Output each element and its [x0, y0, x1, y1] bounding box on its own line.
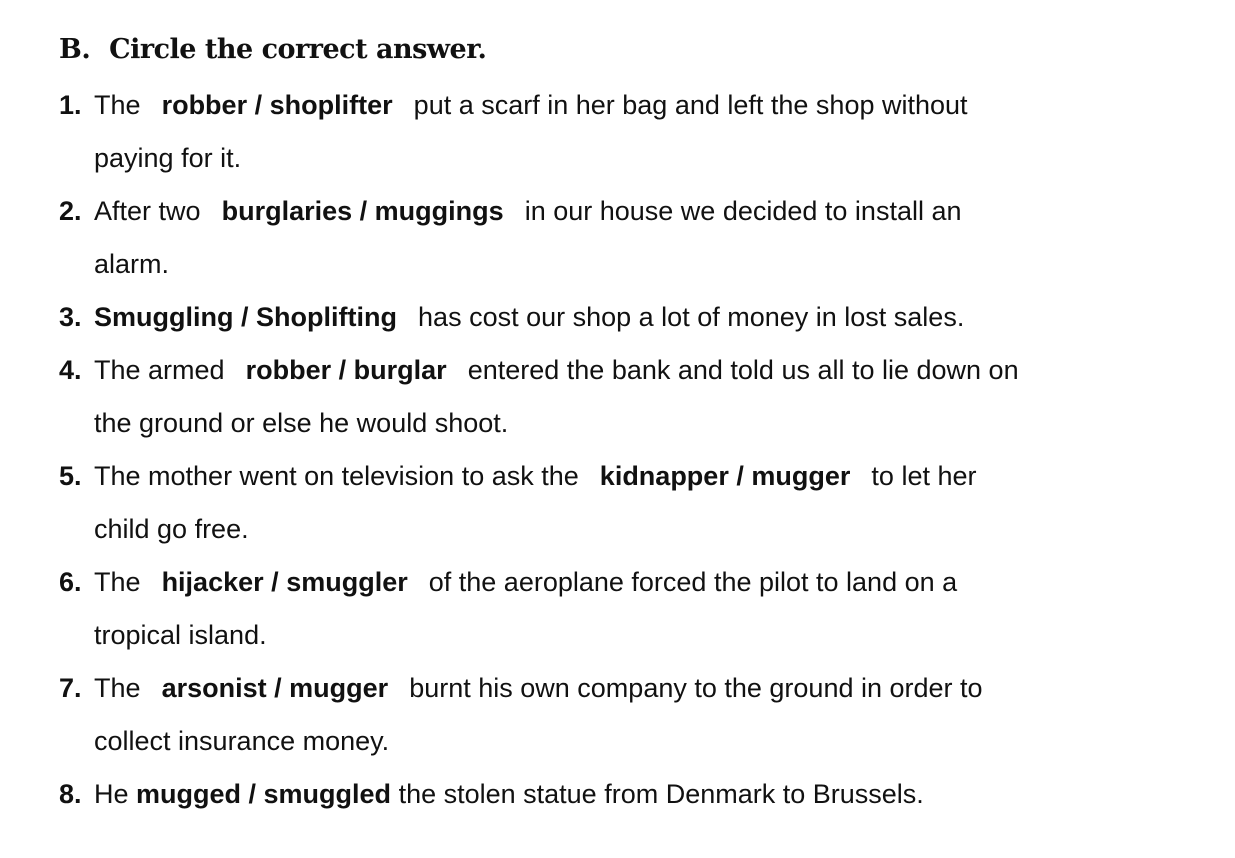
question-number: 3. — [59, 302, 82, 332]
question-text-before: The mother went on television to ask the — [94, 461, 579, 491]
answer-option-a[interactable]: arsonist — [161, 673, 267, 703]
question-4 — [59, 344, 1209, 450]
question-text-before: The — [94, 567, 141, 597]
question-line — [94, 556, 1209, 609]
option-separator: / — [736, 461, 744, 491]
section-instruction: Circle the correct answer. — [109, 34, 487, 65]
question-line — [94, 344, 1209, 397]
question-text-before: The armed — [94, 355, 225, 385]
question-text-after: the stolen statue from Denmark to Brussels. — [398, 779, 924, 809]
answer-option-a[interactable]: kidnapper — [599, 461, 729, 491]
question-text-after: in our house we decided to install an — [524, 196, 962, 226]
question-text-after: entered the bank and told us all to lie down on — [467, 355, 1019, 385]
option-separator: / — [338, 355, 347, 385]
answer-option-a[interactable]: Smuggling — [94, 302, 234, 332]
question-text-before: He — [94, 779, 129, 809]
answer-option-b[interactable]: Shoplifting — [256, 302, 397, 332]
option-separator: / — [274, 673, 282, 703]
question-number: 8. — [59, 779, 82, 809]
section-label: B. — [59, 34, 91, 65]
question-text-after: put a scarf in her bag and left the shop without — [413, 90, 968, 120]
question-number: 7. — [59, 673, 82, 703]
section-title — [59, 30, 486, 70]
question-line-continued: child go free. — [94, 514, 249, 544]
answer-option-a[interactable]: burglaries — [221, 196, 353, 226]
answer-option-b[interactable]: muggings — [374, 196, 504, 226]
question-line — [94, 291, 1209, 344]
answer-option-a[interactable]: robber — [245, 355, 332, 385]
question-line-continued: alarm. — [94, 249, 170, 279]
option-separator: / — [254, 90, 263, 120]
question-6 — [59, 556, 1209, 662]
answer-option-b[interactable]: mugger — [289, 673, 389, 703]
question-text-before: The — [94, 90, 141, 120]
question-number: 4. — [59, 355, 82, 385]
answer-option-b[interactable]: burglar — [353, 355, 447, 385]
answer-options[interactable]: mugged / smuggled — [136, 779, 392, 809]
answer-option-a[interactable]: robber — [161, 90, 248, 120]
answer-option-b[interactable]: shoplifter — [269, 90, 393, 120]
question-text-after: has cost our shop a lot of money in lost sales. — [418, 302, 965, 332]
question-list — [59, 79, 1209, 821]
question-3 — [59, 291, 1209, 344]
option-separator: / — [271, 567, 279, 597]
question-2 — [59, 185, 1209, 291]
question-1 — [59, 79, 1209, 185]
question-line-continued: paying for it. — [94, 143, 242, 173]
question-7 — [59, 662, 1209, 768]
option-separator: / — [241, 302, 249, 332]
question-number: 5. — [59, 461, 82, 491]
answer-option-b[interactable]: mugger — [751, 461, 851, 491]
question-text-before: After two — [94, 196, 201, 226]
answer-option-b[interactable]: smuggler — [286, 567, 408, 597]
question-text-after: of the aeroplane forced the pilot to land on a — [428, 567, 958, 597]
question-line — [94, 79, 1209, 132]
question-line — [94, 768, 1209, 821]
question-8 — [59, 768, 1209, 821]
question-5 — [59, 450, 1209, 556]
question-number: 1. — [59, 90, 82, 120]
question-line — [94, 450, 1209, 503]
question-number: 2. — [59, 196, 82, 226]
question-line-continued: tropical island. — [94, 620, 267, 650]
option-separator: / — [359, 196, 368, 226]
question-line — [94, 662, 1209, 715]
answer-option-a[interactable]: hijacker — [161, 567, 264, 597]
question-text-after: to let her — [871, 461, 977, 491]
question-line — [94, 185, 1209, 238]
question-number: 6. — [59, 567, 82, 597]
question-text-after: burnt his own company to the ground in order to — [409, 673, 983, 703]
question-line-continued: collect insurance money. — [94, 726, 390, 756]
question-line-continued: the ground or else he would shoot. — [94, 408, 509, 438]
question-text-before: The — [94, 673, 141, 703]
